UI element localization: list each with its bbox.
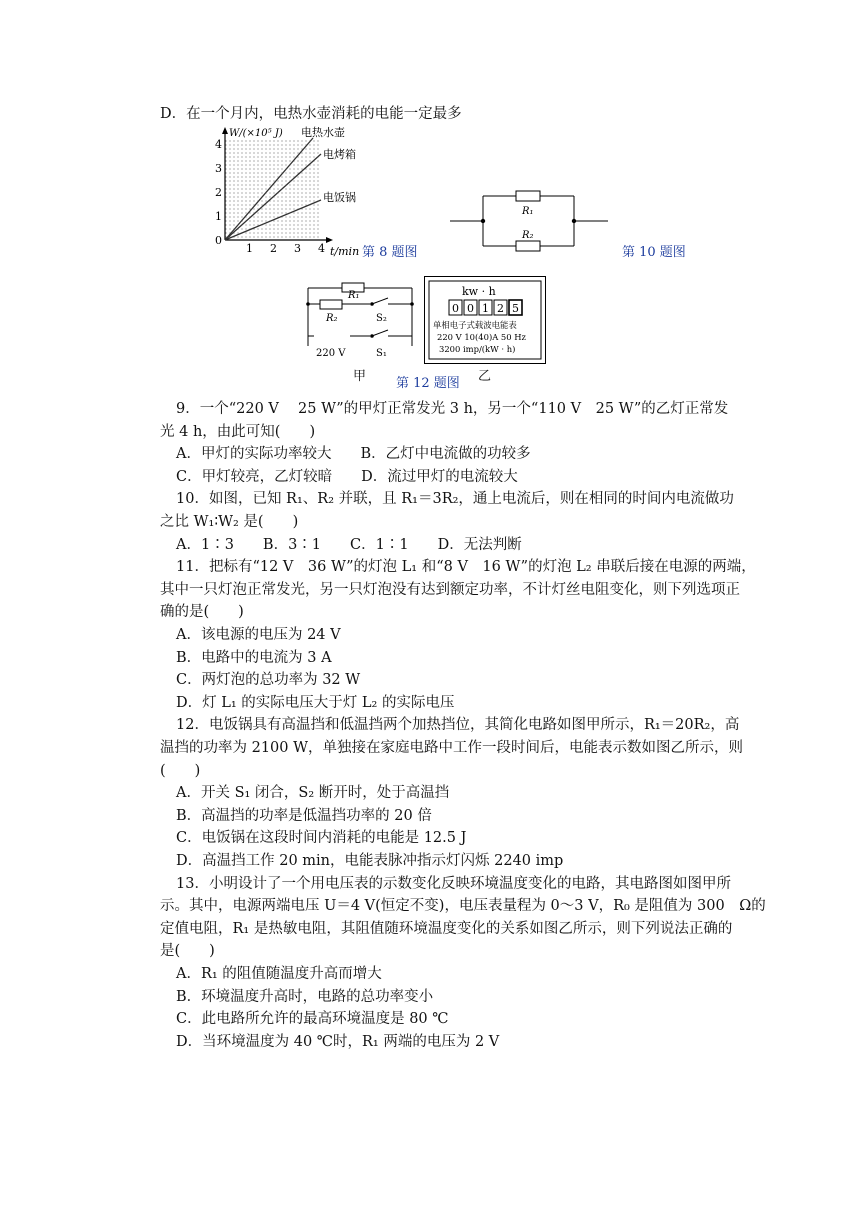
meter-line2: 220 V 10(40)A 50 Hz <box>437 332 526 342</box>
y-tick: 1 <box>215 210 222 223</box>
r1-label: R₁ <box>348 290 360 301</box>
fig8-graph <box>205 124 365 259</box>
series-label: 电热水壶 <box>301 126 345 139</box>
q10-options: A．1∶3 B．3∶1 C．1∶1 D．无法判断 <box>176 537 522 553</box>
voltage-label: 220 V <box>316 348 346 359</box>
fig12-yi-meter <box>424 276 546 364</box>
fig10-circuit <box>450 186 610 256</box>
q12-stem: 12．电饭锅具有高温挡和低温挡两个加热挡位，其简化电路如图甲所示，R₁＝20R₂，高 <box>176 717 740 733</box>
y-tick: 2 <box>215 186 222 199</box>
q13-option-d: D．当环境温度为 40 ℃时，R₁ 两端的电压为 2 V <box>176 1034 500 1050</box>
r2-label: R₂ <box>522 230 534 241</box>
q9-stem-cont: 光 4 h，由此可知( ) <box>160 424 316 440</box>
x-tick: 1 <box>246 242 253 255</box>
q11-option-c: C．两灯泡的总功率为 32 W <box>176 672 361 688</box>
q12-stem-cont: ( ) <box>160 763 201 779</box>
meter-line1: 单相电子式载波电能表 <box>433 320 517 330</box>
q13-option-c: C．此电路所允许的最高环境温度是 80 ℃ <box>176 1011 449 1027</box>
q11-stem-cont: 其中一只灯泡正常发光，另一只灯泡没有达到额定功率，不计灯丝电阻变化，则下列选项正 <box>160 582 740 598</box>
y-axis-label: W/(×10⁵ J) <box>229 128 283 139</box>
series-label: 电烤箱 <box>323 148 356 161</box>
q13-option-b: B．环境温度升高时，电路的总功率变小 <box>176 989 434 1005</box>
s2-label: S₂ <box>376 313 387 324</box>
q12-option-d: D．高温挡工作 20 min，电能表脉冲指示灯闪烁 2240 imp <box>176 853 564 869</box>
q11-stem-cont: 确的是( ) <box>160 604 244 620</box>
fig12-jia-label: 甲 <box>353 369 367 384</box>
y-tick: 0 <box>215 234 222 247</box>
q13-stem-cont: 定值电阻，R₁ 是热敏电阻，其阻值随环境温度变化的关系如图乙所示，则下列说法正确的 <box>160 921 733 937</box>
q12-option-c: C．电饭锅在这段时间内消耗的电能是 12.5 J <box>176 830 467 846</box>
q11-option-d: D．灯 L₁ 的实际电压大于灯 L₂ 的实际电压 <box>176 695 455 711</box>
fig12-jia-circuit <box>300 276 420 362</box>
q11-option-b: B．电路中的电流为 3 A <box>176 650 332 666</box>
meter-digit: 5 <box>512 302 519 315</box>
q13-stem-cont: 示。其中，电源两端电压 U＝4 V(恒定不变)，电压表量程为 0～3 V，R₀ 是阻值为 300 Ω的 <box>160 898 766 914</box>
fig12-yi-label: 乙 <box>478 369 492 384</box>
q11-option-a: A．该电源的电压为 24 V <box>176 627 341 643</box>
s1-label: S₁ <box>376 348 387 359</box>
q13-stem-cont: 是( ) <box>160 943 215 959</box>
q9-options-cd: C．甲灯较亮，乙灯较暗 D．流过甲灯的电流较大 <box>176 469 518 485</box>
r2-label: R₂ <box>326 313 338 324</box>
fig8-caption: 第 8 题图 <box>362 245 418 260</box>
x-tick: 2 <box>270 242 277 255</box>
q8-option-d: D．在一个月内，电热水壶消耗的电能一定最多 <box>160 106 462 122</box>
q12-stem-cont: 温挡的功率为 2100 W，单独接在家庭电路中工作一段时间后，电能表示数如图乙所示，则 <box>160 740 744 756</box>
fig10-caption: 第 10 题图 <box>622 245 686 260</box>
y-tick: 4 <box>215 138 222 151</box>
meter-unit: kw · h <box>462 285 496 298</box>
meter-digit: 0 <box>452 302 459 315</box>
meter-digit: 2 <box>497 302 504 315</box>
q10-stem: 10．如图，已知 R₁、R₂ 并联，且 R₁＝3R₂，通上电流后，则在相同的时间内电流做功 <box>176 491 734 507</box>
q13-option-a: A．R₁ 的阻值随温度升高而增大 <box>176 966 382 982</box>
y-tick: 3 <box>215 162 222 175</box>
q9-stem: 9．一个“220 V 25 W”的甲灯正常发光 3 h，另一个“110 V 25 W”的乙灯正常发 <box>176 401 729 417</box>
q12-option-b: B．高温挡的功率是低温挡功率的 20 倍 <box>176 808 432 824</box>
q13-stem: 13．小明设计了一个用电压表的示数变化反映环境温度变化的电路，其电路图如图甲所 <box>176 876 731 892</box>
meter-digit: 0 <box>467 302 474 315</box>
series-label: 电饭锅 <box>323 191 356 204</box>
q11-stem: 11．把标有“12 V 36 W”的灯泡 L₁ 和“8 V 16 W”的灯泡 L₂ 串联后接在电源的两端， <box>176 559 756 575</box>
r1-label: R₁ <box>522 206 534 217</box>
q9-options-ab: A．甲灯的实际功率较大 B．乙灯中电流做的功较多 <box>176 446 531 462</box>
meter-line3: 3200 imp/(kW · h) <box>439 344 516 354</box>
x-tick: 4 <box>318 242 325 255</box>
q12-option-a: A．开关 S₁ 闭合，S₂ 断开时，处于高温挡 <box>176 785 450 801</box>
x-tick: 3 <box>294 242 301 255</box>
fig12-caption: 第 12 题图 <box>396 376 460 391</box>
x-axis-label: t/min <box>330 245 360 258</box>
q10-stem-cont: 之比 W₁∶W₂ 是( ) <box>160 514 299 530</box>
meter-digit: 1 <box>482 302 489 315</box>
